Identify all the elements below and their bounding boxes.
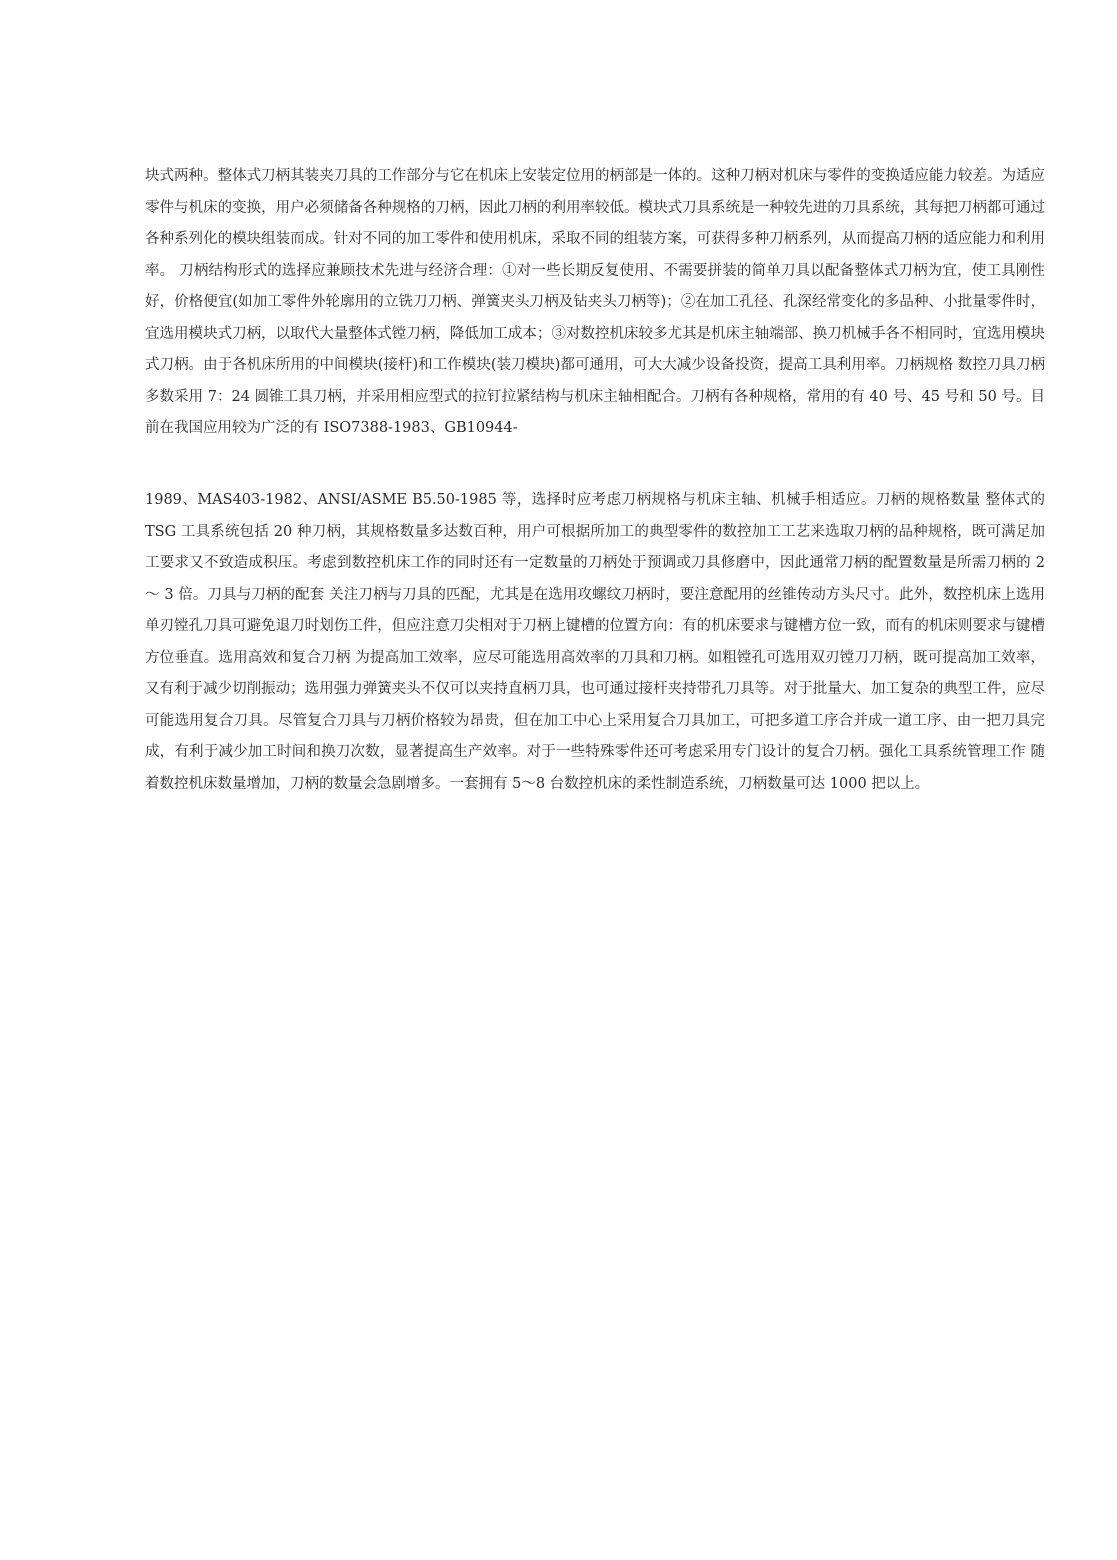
- paragraph-2: 1989、MAS403-1982、ANSI/ASME B5.50-1985 等，选择时应考虑刀柄规格与机床主轴、机械手相适应。刀柄的规格数量 整体式的 TSG 工具系统包括 20 种刀柄，其规格数量多达数百种，用户可根据所加工的典型零件的数控加工工艺来选取刀柄的品种规格，既可满足加工要求又不致造成积压。考虑到数控机床工作的同时还有一定数量的刀柄处于预调或刀具修磨中，因此通常刀柄的配置数量是所需刀柄的 2 ～ 3 倍。刀具与刀柄的配套 关注刀柄与刀具的匹配，尤其是在选用攻螺纹刀柄时，要注意配用的丝锥传动方头尺寸。此外，数控机床上选用单刃镗孔刀具可避免退刀时划伤工件，但应注意刀尖相对于刀柄上键槽的位置方向：有的机床要求与键槽方位一致，而有的机床则要求与键槽方位垂直。选用高效和复合刀柄 为提高加工效率，应尽可能选用高效率的刀具和刀柄。如粗镗孔可选用双刃镗刀刀柄，既可提高加工效率，又有利于减少切削振动；选用强力弹簧夹头不仅可以夹持直柄刀具，也可通过接杆夹持带孔刀具等。对于批量大、加工复杂的典型工件，应尽可能选用复合刀具。尽管复合刀具与刀柄价格较为昂贵，但在加工中心上采用复合刀具加工，可把多道工序合并成一道工序、由一把刀具完成，有利于减少加工时间和换刀次数，显著提高生产效率。对于一些特殊零件还可考虑采用专门设计的复合刀柄。强化工具系统管理工作 随着数控机床数量增加，刀柄的数量会急剧增多。一套拥有 5～8 台数控机床的柔性制造系统，刀柄数量可达 1000 把以上。: [145, 492, 1045, 792]
- paragraph-1: 块式两种。整体式刀柄其装夹刀具的工作部分与它在机床上安装定位用的柄部是一体的。这种刀柄对机床与零件的变换适应能力较差。为适应零件与机床的变换，用户必须储备各种规格的刀柄，因此刀柄的利用率较低。模块式刀具系统是一种较先进的刀具系统，其每把刀柄都可通过各种系列化的模块组装而成。针对不同的加工零件和使用机床，采取不同的组装方案，可获得多种刀柄系列，从而提高刀柄的适应能力和利用率。 刀柄结构形式的选择应兼顾技术先进与经济合理：①对一些长期反复使用、不需要拼装的简单刀具以配备整体式刀柄为宜，使工具刚性好，价格便宜(如加工零件外轮廓用的立铣刀刀柄、弹簧夹头刀柄及钻夹头刀柄等)；②在加工孔径、孔深经常变化的多品种、小批量零件时，宜选用模块式刀柄，以取代大量整体式镗刀柄，降低加工成本；③对数控机床较多尤其是机床主轴端部、换刀机械手各不相同时，宜选用模块式刀柄。由于各机床所用的中间模块(接杆)和工作模块(装刀模块)都可通用，可大大减少设备投资，提高工具利用率。刀柄规格 数控刀具刀柄多数采用 7：24 圆锥工具刀柄，并采用相应型式的拉钉拉紧结构与机床主轴相配合。刀柄有各种规格，常用的有 40 号、45 号和 50 号。目前在我国应用较为广泛的有 ISO7388-1983、GB10944-: [145, 168, 1045, 436]
